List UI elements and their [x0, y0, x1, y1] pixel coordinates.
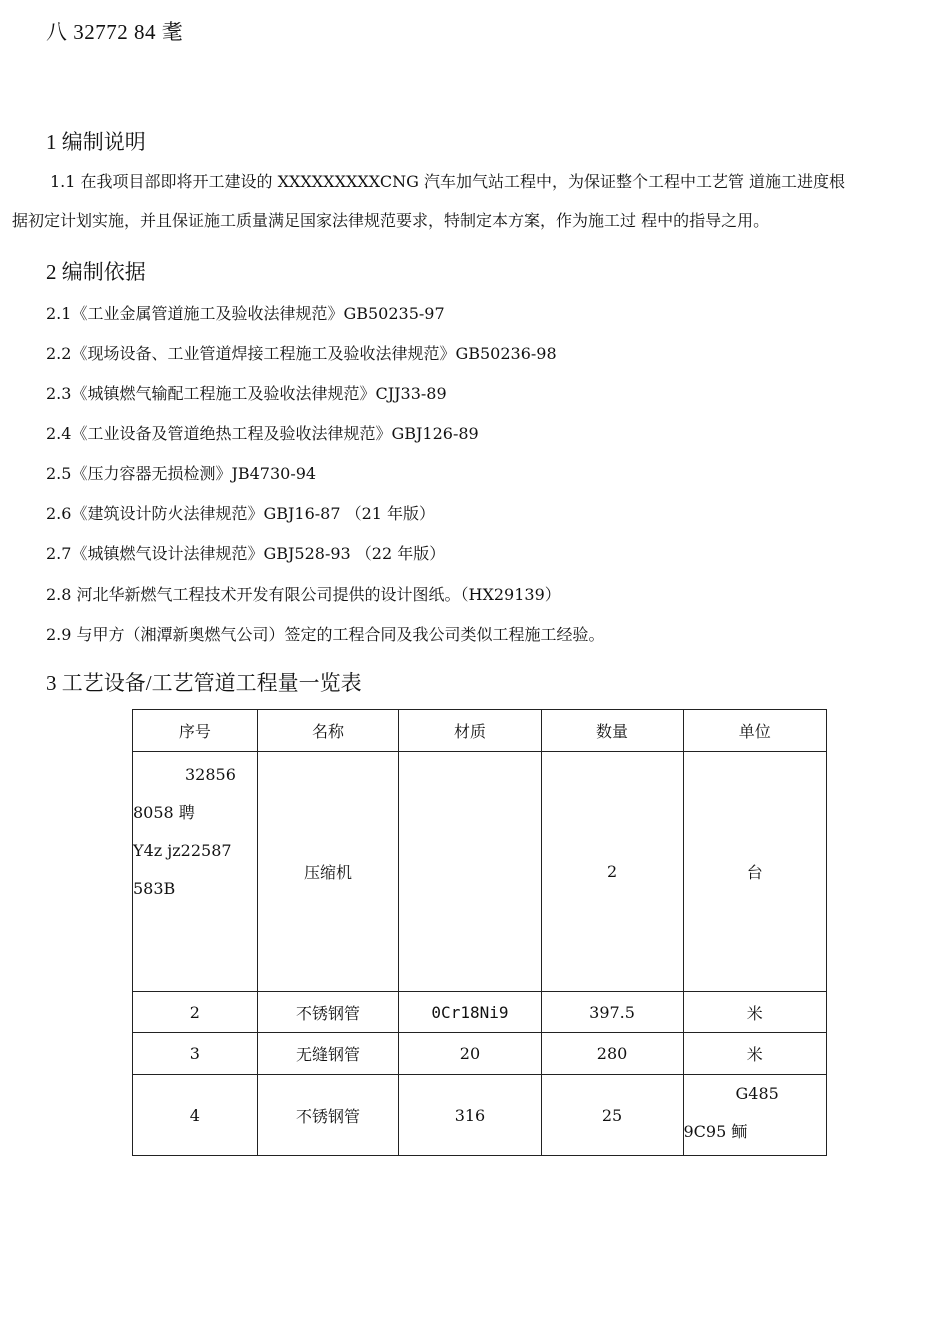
seq-line: 583B: [133, 879, 176, 898]
table-row: [133, 1075, 827, 1156]
cell-quantity: 2: [541, 752, 683, 992]
seq-line: 8058 聘: [133, 803, 195, 822]
cell-seq: 4: [133, 1075, 258, 1156]
table-header-row: [133, 710, 827, 752]
cell-name: 不锈钢管: [257, 1075, 399, 1156]
cell-quantity: 397.5: [541, 992, 683, 1033]
cell-material: 316: [399, 1075, 541, 1156]
cell-name: 压缩机: [257, 752, 399, 992]
reference-item: 2.8 河北华新燃气工程技术开发有限公司提供的设计图纸。（HX29139）: [46, 585, 561, 604]
cell-material: 0Cr18Ni9: [399, 992, 541, 1033]
header-cell-seq: 序号: [133, 710, 258, 752]
header-cell-material: 材质: [399, 710, 541, 752]
header-cell-quantity: 数量: [541, 710, 683, 752]
cell-name: 不锈钢管: [257, 992, 399, 1033]
reference-item: 2.2《现场设备、工业管道焊接工程施工及验收法律规范》GB50236-98: [46, 344, 557, 363]
section-1-para-line-1: 1.1 在我项目部即将开工建设的 XXXXXXXXXCNG 汽车加气站工程中，为保证整个工程中工艺管 道施工进度根: [50, 172, 846, 191]
cell-seq: 3: [133, 1033, 258, 1075]
reference-item: 2.7《城镇燃气设计法律规范》GBJ528-93 （22 年版）: [46, 544, 446, 563]
cell-quantity: 25: [541, 1075, 683, 1156]
cell-unit: 米: [683, 1033, 827, 1075]
header-cell-unit: 单位: [683, 710, 827, 752]
section-1-para-line-2: 据初定计划实施，并且保证施工质量满足国家法律规范要求，特制定本方案，作为施工过 程中的指导之用。: [12, 211, 770, 230]
cell-quantity: 280: [541, 1033, 683, 1075]
table-row: [133, 1033, 827, 1075]
header-cell-name: 名称: [257, 710, 399, 752]
cell-unit: [683, 1075, 827, 1156]
cell-name: 无缝钢管: [257, 1033, 399, 1075]
cell-material: [399, 752, 541, 992]
reference-item: 2.6《建筑设计防火法律规范》GBJ16-87 （21 年版）: [46, 504, 436, 523]
seq-line: Y4z jz22587: [133, 841, 232, 860]
section-2-title: 2 编制依据: [46, 260, 146, 284]
cell-seq: [133, 752, 258, 992]
reference-item: 2.3《城镇燃气输配工程施工及验收法律规范》CJJ33-89: [46, 384, 447, 403]
reference-item: 2.5《压力容器无损检测》JB4730-94: [46, 464, 317, 483]
reference-item: 2.9 与甲方（湘潭新奥燃气公司）签定的工程合同及我公司类似工程施工经验。: [46, 625, 605, 644]
reference-item: 2.1《工业金属管道施工及验收法律规范》GB50235-97: [46, 304, 445, 323]
unit-line: G485: [735, 1084, 779, 1103]
cell-seq: 2: [133, 992, 258, 1033]
seq-line: 32856: [185, 765, 236, 784]
reference-item: 2.4《工业设备及管道绝热工程及验收法律规范》GBJ126-89: [46, 424, 479, 443]
table-row: [133, 992, 827, 1033]
cell-material: 20: [399, 1033, 541, 1075]
cell-unit: 米: [683, 992, 827, 1033]
table-row: [133, 752, 827, 992]
unit-line: 9C95 鲕: [683, 1122, 748, 1141]
cell-unit: 台: [683, 752, 827, 992]
header-code: 八 32772 84 耄: [46, 20, 184, 44]
section-3-title: 3 工艺设备/工艺管道工程量一览表: [46, 671, 362, 695]
section-1-title: 1 编制说明: [46, 130, 146, 154]
quantity-table: [132, 709, 827, 1156]
